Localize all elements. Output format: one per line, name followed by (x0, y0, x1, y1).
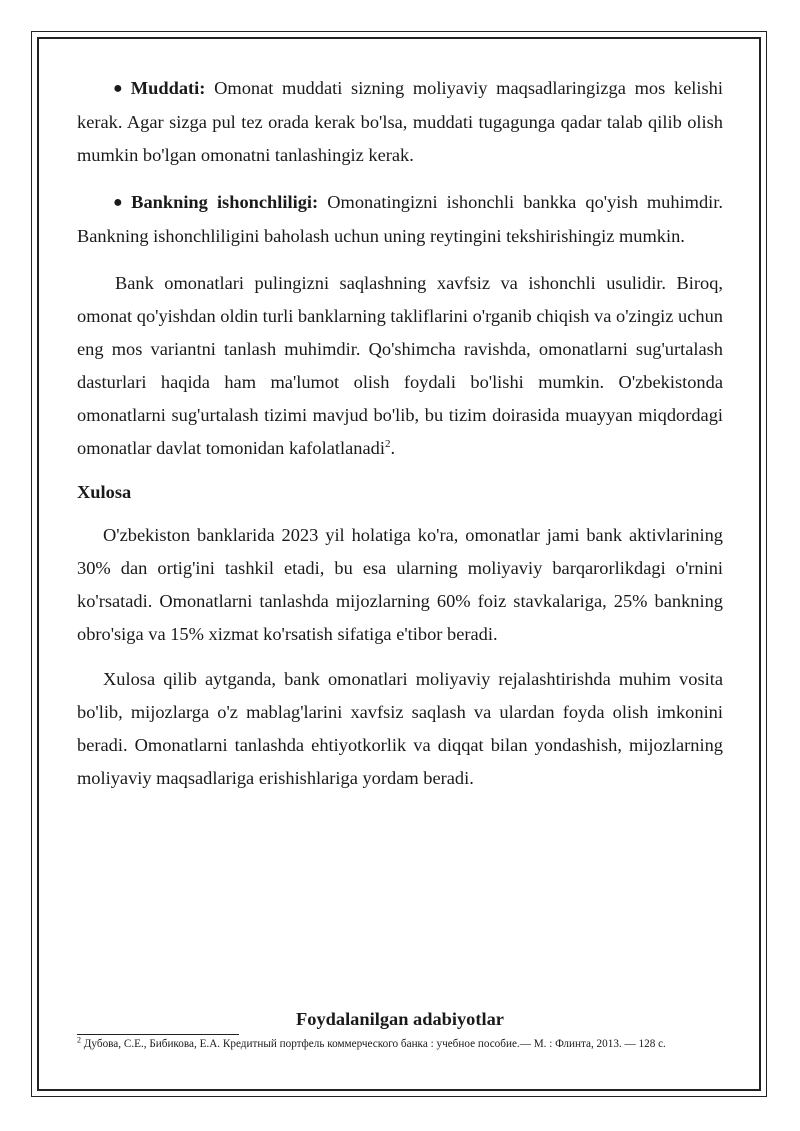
ishonchliligi-label: Bankning ishonchliligi: (131, 192, 319, 212)
paragraph-ishonchliligi (77, 186, 723, 253)
paragraph-bank-omonatlari (77, 267, 723, 465)
footnote (77, 1037, 666, 1051)
document-body (77, 72, 723, 795)
references-title: Foydalanilgan adabiyotlar (296, 1009, 504, 1029)
bullet-icon: ● (113, 80, 127, 97)
footnote-text: Дубова, С.Е., Бибикова, Е.А. Кредитный портфель коммерческого банка : учебное пособие.— М. : Флинта, 2013. — 128 с. (81, 1038, 666, 1050)
ishonchliligi-text: Omonatingizni ishonchli bankka qo'yish muhimdir. Bankning ishonchliligini baholash uchun uning reytingini tekshirishingiz mumkin. (77, 192, 723, 246)
footnote-separator (77, 1034, 239, 1035)
section-heading-xulosa: Xulosa (77, 482, 132, 502)
bullet-icon: ● (113, 194, 128, 211)
paragraph-xulosa-1: O'zbekiston banklarida 2023 yil holatiga ko'ra, omonatlar jami bank aktivlarining 30% dan ortig'ini tashkil etadi, bu esa ularning moliyaviy barqarorlikdagi o'rnini ko'rsatadi. Omonatlarni tanlashda mijozlarning 60% foiz stavkalariga, 25% bankning obro'siga va 15% xizmat ko'rsatish sifatiga e'tibor beradi. (77, 525, 723, 644)
paragraph-muddati (77, 72, 723, 172)
bank-omonatlari-text: Bank omonatlari pulingizni saqlashning xavfsiz va ishonchli usulidir. Biroq, omonat qo'yishdan oldin turli banklarning takliflarini o'rganib chiqish va o'zingiz uchun eng mos variantni tanlash muhimdir. Qo'shimcha ravishda, omonatlarni sug'urtalash dasturlari haqida ham ma'lumot olish foydali bo'lishi mumkin. O'zbekistonda omonatlarni sug'urtalash tizimi mavjud bo'lib, bu tizim doirasida muayyan miqdordagi omonatlar davlat tomonidan kafolatlanadi (77, 273, 723, 458)
muddati-label: Muddati: (130, 78, 206, 98)
paragraph-xulosa-2: Xulosa qilib aytganda, bank omonatlari moliyaviy rejalashtirishda muhim vosita bo'lib, mijozlarga o'z mablag'larini xavfsiz saqlash va ulardan foyda olish imkonini beradi. Omonatlarni tanlashda ehtiyotkorlik va diqqat bilan yondashish, mijozlarning moliyaviy maqsadlariga erishishlariga yordam beradi. (77, 669, 723, 788)
footnote-reference: 2 (384, 437, 391, 450)
muddati-text: Omonat muddati sizning moliyaviy maqsadlaringizga mos kelishi kerak. Agar sizga pul tez orada kerak bo'lsa, muddati tugagunga qadar talab qilib olish mumkin bo'lgan omonatni tanlashingiz kerak. (77, 78, 723, 165)
sentence-end: . (390, 438, 396, 458)
footnote-number: 2 (77, 1035, 81, 1045)
